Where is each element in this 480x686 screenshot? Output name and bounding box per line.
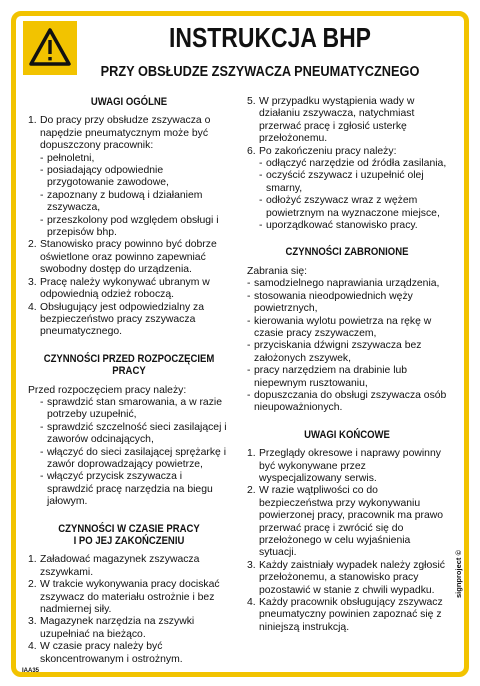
list-subitem: - przyciskania dźwigni zszywacza bez założonych zszywek, — [247, 340, 422, 364]
list-item: 3. Każdy zaistniały wypadek należy zgłosić przełożonemu, a stanowisko pracy pozostawić w stanie z chwili wypadku. — [247, 559, 445, 596]
section-intro: Zabrania się: — [247, 265, 308, 277]
list-item: 2. W trakcie wykonywania pracy dociskać zszywacz do materiału ostrożnie i bez nadmiernej siły. — [28, 579, 220, 616]
section-heading-zabronione: CZYNNOŚCI ZABRONIONE — [285, 246, 409, 259]
list-item: 2. Stanowisko pracy powinno być dobrze oświetlone oraz powinno zapewniać swobodny dostęp do urządzenia. — [28, 239, 217, 276]
section-heading-przed: CZYNNOŚCI PRZED ROZPOCZĘCIEM PRACY — [43, 352, 215, 378]
list-item: 2. W razie wątpliwości co do bezpieczeństwa przy wykonywaniu powierzonej pracy, pracownik ma prawo przerwać pracę i zwrócić się do przełożonego w celu wyjaśnienia sytuacji. — [247, 485, 444, 559]
product-code: IAA35 — [22, 668, 40, 674]
section-heading-w-czasie-2: I PO JEJ ZAKOŃCZENIU — [73, 535, 185, 547]
list-item: 3. Magazynek narzędzia na zszywki uzupełniać na bieżąco. — [28, 616, 195, 640]
section-heading-uwagi-ogolne: UWAGI OGÓLNE — [90, 96, 168, 108]
list-subitem: - kierowania wylotu powietrza na rękę w czasie pracy zszywaczem, — [247, 315, 432, 339]
left-column — [28, 96, 230, 666]
list-subitem: - przeszkolony pod względem obsługi i przepisów bhp. — [40, 214, 219, 239]
list-item: 4. Każdy pracownik obsługujący zszywacz pneumatyczny powinien zapoznać się z niniejszą instrukcją. — [247, 597, 443, 633]
list-item: 4. Obsługujący jest odpowiedzialny za bezpieczeństwo pracy zszywacza pneumatycznego. — [28, 301, 205, 338]
list-item: 1. Załadować magazynek zszywacza zszywkami. — [28, 554, 200, 578]
list-subitem: - pracy narzędziem na drabinie lub niepewnym rusztowaniu, — [247, 365, 408, 389]
list-subitem: - odłożyć zszywacz wraz z wężem powietrznym na wyznaczone miejsce, — [259, 195, 440, 219]
page-subtitle: PRZY OBSŁUDZE ZSZYWACZA PNEUMATYCZNEGO — [100, 64, 420, 80]
page-title: INSTRUKCJA BHP — [169, 22, 371, 53]
list-subitem: - włączyć przycisk zszywacza i sprawdzić pracę narzędzia na biegu jałowym. — [40, 471, 213, 508]
list-item: 1. Do pracy przy obsłudze zszywacza o napędzie pneumatycznym może być dopuszczony pracownik: — [28, 115, 211, 152]
list-subitem: - oczyścić zszywacz i uzupełnić olej smarny, — [259, 170, 424, 194]
list-item: 1. Przeglądy okresowe i naprawy powinny być wykonywane przez wyspecjalizowany serwis. — [247, 448, 441, 484]
list-subitem: - sprawdzić stan smarowania, a w razie potrzeby uzupełnić, — [40, 396, 222, 421]
list-subitem: - dopuszczania do obsługi zszywacza osób nieupoważnionych. — [247, 389, 447, 414]
list-subitem: - sprawdzić szczelność sieci zasilającej i zaworów odcinających, — [40, 421, 227, 446]
list-item: 3. Pracę należy wykonywać ubranym w odpowiednią odzież roboczą. — [28, 276, 210, 301]
list-subitem: - stosowania nieodpowiednich węży powietrznych, — [247, 290, 413, 315]
list-item: 4. W czasie pracy należy być skoncentrowanym i ostrożnym. — [28, 641, 183, 665]
list-item: 6. Po zakończeniu pracy należy: — [247, 145, 397, 157]
section-heading-w-czasie-1: CZYNNOŚCI W CZASIE PRACY — [58, 522, 200, 535]
warning-triangle-icon — [23, 21, 77, 75]
section-heading-koncowe: UWAGI KOŃCOWE — [304, 428, 390, 441]
list-subitem: - samodzielnego naprawiania urządzenia, — [247, 278, 440, 290]
list-subitem: - pełnoletni, — [40, 152, 95, 164]
list-subitem: - włączyć do sieci zasilającej sprężarkę i zawór doprowadzający powietrze, — [40, 446, 227, 470]
brand-mark: signproject © — [454, 549, 463, 598]
list-subitem: - posiadający odpowiednie przygotowanie zawodowe, — [40, 165, 169, 189]
list-item: 5. W przypadku wystąpienia wady w działaniu zszywacza, natychmiast przerwać pracę i zgłosić usterkę przełożonemu. — [247, 96, 415, 145]
list-subitem: - zapoznany z budową i działaniem zszywacza, — [40, 189, 203, 214]
right-column — [247, 96, 447, 634]
list-subitem: - odłączyć narzędzie od źródła zasilania, — [259, 158, 447, 170]
list-subitem: - uporządkować stanowisko pracy. — [259, 220, 418, 232]
section-intro: Przed rozpoczęciem pracy należy: — [28, 384, 187, 396]
